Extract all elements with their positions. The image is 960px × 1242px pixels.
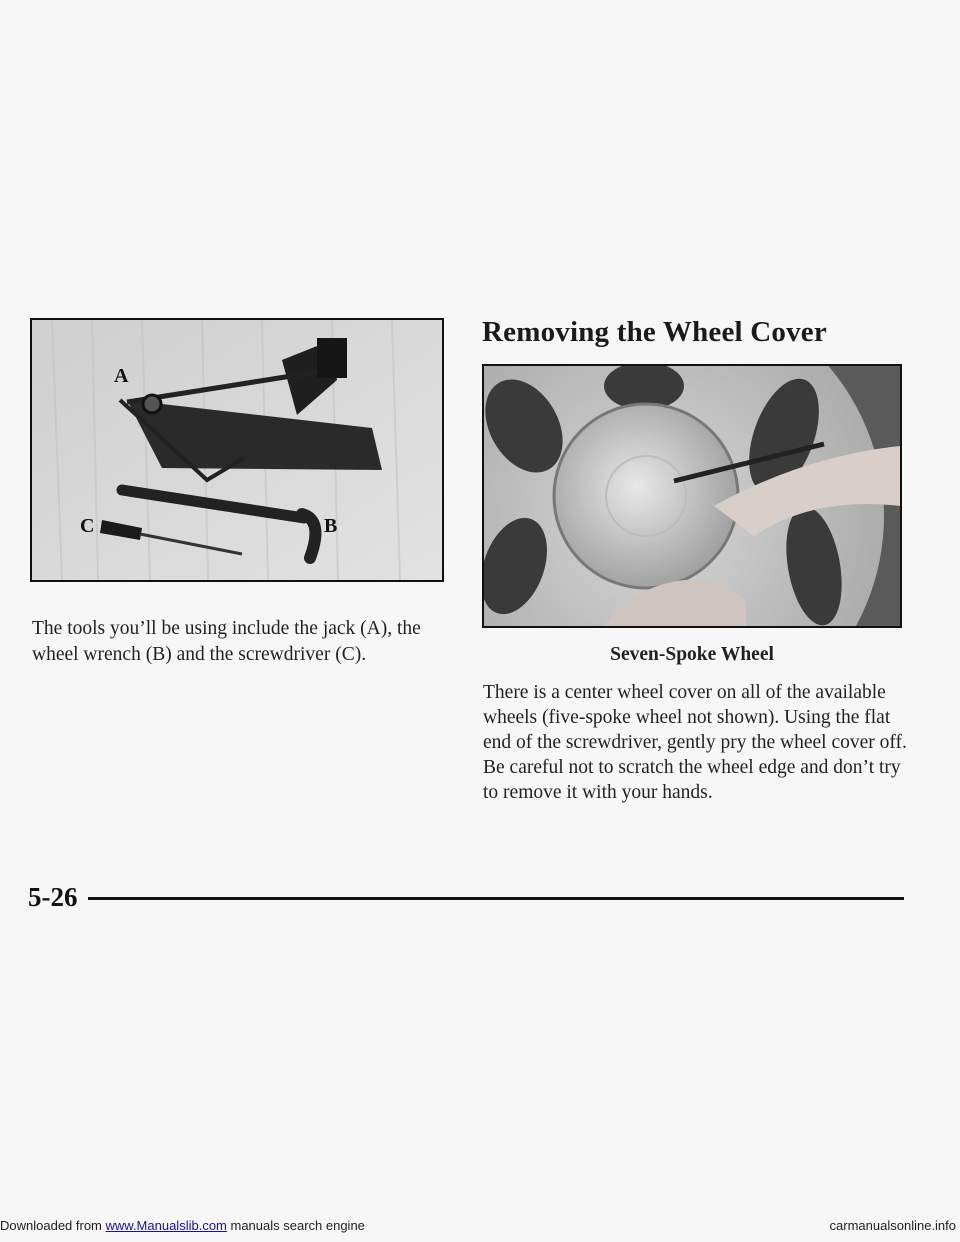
tools-caption: The tools you’ll be using include the jack (A), the wheel wrench (B) and the screwdriver (C). bbox=[32, 618, 421, 665]
body-text: There is a center wheel cover on all of the available wheels (five-spoke wheel not shown). Using the flat end of the screwdriver, gently pry the wheel cover off. Be careful not to scratch the wheel edge and don’t try to remove it with your hands. bbox=[483, 682, 907, 803]
footer-suffix: manuals search engine bbox=[226, 1218, 365, 1233]
label-b: B bbox=[324, 515, 338, 537]
section-heading: Removing the Wheel Cover bbox=[482, 316, 827, 348]
page-rule bbox=[88, 897, 904, 900]
download-footer bbox=[0, 1218, 365, 1233]
label-c: C bbox=[80, 515, 95, 537]
page-number: 5-26 bbox=[28, 882, 78, 912]
wheel-figure-caption: Seven-Spoke Wheel bbox=[610, 644, 774, 665]
footer-prefix: Downloaded from bbox=[0, 1218, 106, 1233]
tools-photo bbox=[30, 318, 444, 582]
wheel-cover-photo bbox=[482, 364, 902, 628]
manualslib-link[interactable]: www.Manualslib.com bbox=[105, 1218, 227, 1233]
watermark-text: carmanualsonline.info bbox=[829, 1218, 956, 1233]
label-a: A bbox=[114, 365, 129, 387]
